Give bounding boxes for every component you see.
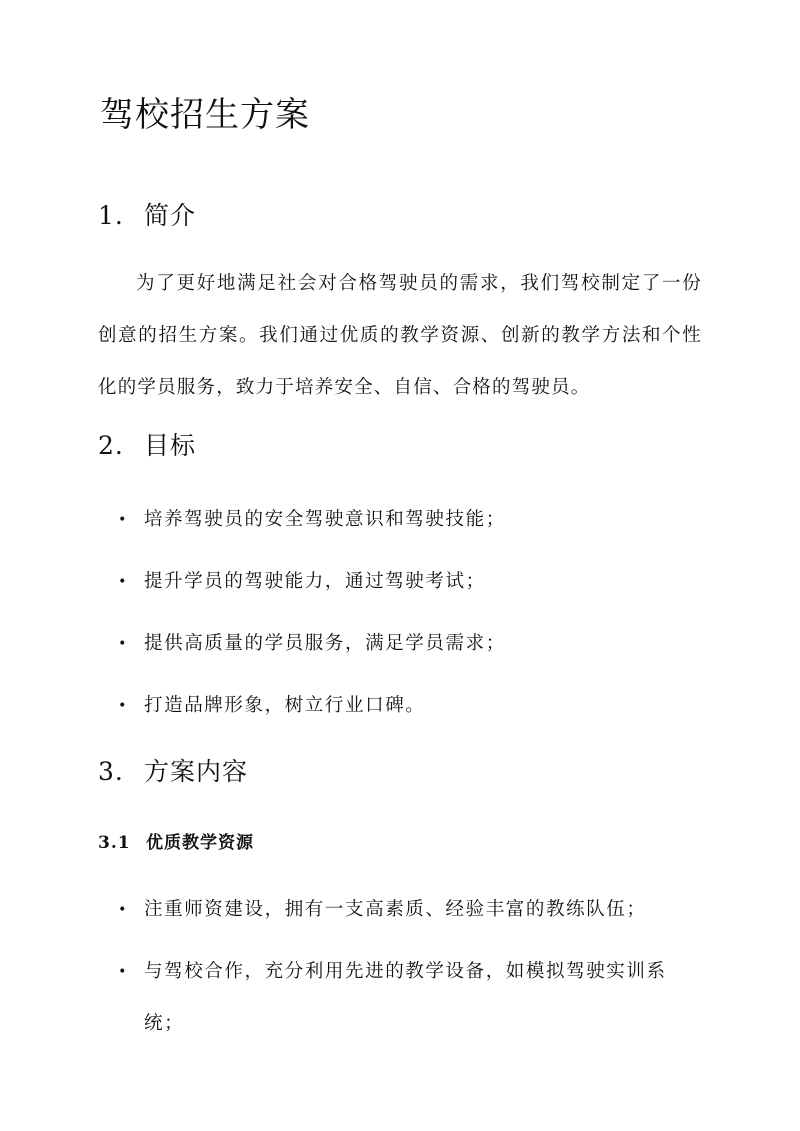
document-title: 驾校招生方案 bbox=[100, 95, 310, 135]
list-item-text: 提升学员的驾驶能力，通过驾驶考试； bbox=[144, 571, 486, 592]
subsection-title: 优质教学资源 bbox=[146, 833, 254, 853]
list-item bbox=[118, 884, 702, 936]
list-item bbox=[118, 494, 702, 546]
subsection-number: 3.1 bbox=[98, 833, 131, 853]
bullet-icon: • bbox=[118, 964, 128, 980]
section-heading-goals bbox=[98, 426, 196, 466]
list-item-text: 提供高质量的学员服务，满足学员需求； bbox=[144, 633, 506, 654]
bullet-icon: • bbox=[118, 902, 128, 918]
intro-paragraph: 为了更好地满足社会对合格驾驶员的需求，我们驾校制定了一份创意的招生方案。我们通过优质的教学资源、创新的教学方法和个性化的学员服务，致力于培养安全、自信、合格的驾驶员。 bbox=[98, 273, 702, 398]
list-item-text: 注重师资建设，拥有一支高素质、经验丰富的教练队伍； bbox=[144, 899, 647, 920]
list-item bbox=[118, 556, 702, 608]
section-title: 简介 bbox=[144, 201, 197, 230]
section-title: 方案内容 bbox=[144, 757, 249, 786]
section-title: 目标 bbox=[144, 431, 197, 460]
section-number: 3. bbox=[98, 757, 124, 786]
section-heading-intro bbox=[98, 196, 196, 236]
list-item bbox=[118, 680, 702, 732]
bullet-icon: • bbox=[118, 698, 128, 714]
list-item-text: 与驾校合作，充分利用先进的教学设备，如模拟驾驶实训系统； bbox=[144, 961, 667, 1034]
list-item bbox=[118, 618, 702, 670]
section-heading-plan bbox=[98, 752, 248, 792]
list-item-text: 打造品牌形象，树立行业口碑。 bbox=[144, 695, 426, 716]
bullet-icon: • bbox=[118, 636, 128, 652]
section-number: 2. bbox=[98, 431, 124, 460]
list-item-text: 培养驾驶员的安全驾驶意识和驾驶技能； bbox=[144, 509, 506, 530]
list-item bbox=[118, 946, 678, 1050]
bullet-icon: • bbox=[118, 574, 128, 590]
bullet-icon: • bbox=[118, 512, 128, 528]
section-number: 1. bbox=[98, 201, 124, 230]
subsection-heading bbox=[98, 828, 254, 858]
